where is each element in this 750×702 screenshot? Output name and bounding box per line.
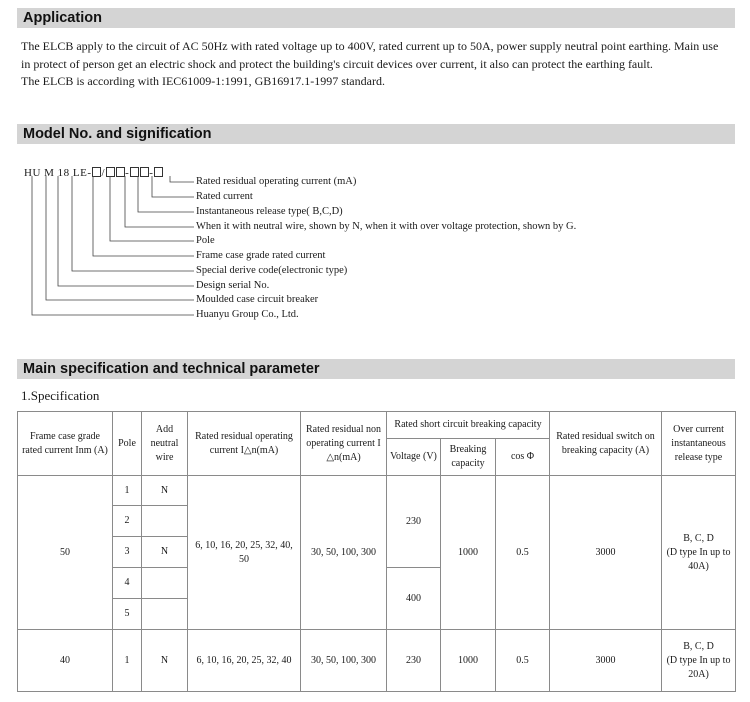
label-rated-current: Rated current <box>196 191 253 202</box>
cell-pole: 3 <box>113 537 142 568</box>
label-pole: Pole <box>196 235 215 246</box>
header-voltage: Voltage (V) <box>387 439 441 476</box>
code-slash: / <box>101 167 106 179</box>
release-note: (D type In up to 20A) <box>666 654 731 680</box>
cell-switch: 3000 <box>550 630 662 692</box>
cell-pole: 5 <box>113 599 142 630</box>
cell-residual-op: 6, 10, 16, 20, 25, 32, 40 <box>188 630 301 692</box>
cell-neutral: N <box>142 537 188 568</box>
header-residual-op: Rated residual operating current I△n(mA) <box>188 412 301 476</box>
header-cos: cos Φ <box>496 439 550 476</box>
code-type: M <box>44 167 55 179</box>
label-residual-current: Rated residual operating current (mA) <box>196 176 357 187</box>
cell-cos: 0.5 <box>496 630 550 692</box>
cell-neutral <box>142 506 188 537</box>
header-breaking: Breaking capacity <box>441 439 496 476</box>
cell-pole: 1 <box>113 630 142 692</box>
label-derive-code: Special derive code(electronic type) <box>196 265 348 276</box>
cell-pole: 2 <box>113 506 142 537</box>
model-heading: Model No. and signification <box>17 124 735 144</box>
release-note: (D type In up to 40A) <box>666 546 731 572</box>
label-neutral-wire: When it with neutral wire, shown by N, when it with over voltage protection, shown by G. <box>196 221 577 232</box>
spec-subheading: 1.Specification <box>21 388 100 403</box>
code-derive: LE- <box>72 167 92 179</box>
cell-voltage: 230 <box>387 476 441 568</box>
spec-heading: Main specification and technical parameter <box>17 359 735 379</box>
table-row <box>18 630 736 692</box>
cell-residual-non: 30, 50, 100, 300 <box>301 476 387 630</box>
cell-neutral: N <box>142 476 188 506</box>
cell-breaking: 1000 <box>441 476 496 630</box>
cell-pole: 1 <box>113 476 142 506</box>
cell-neutral <box>142 568 188 599</box>
release-types: B, C, D <box>683 532 714 544</box>
header-overcurrent: Over current instantaneous release type <box>662 412 736 476</box>
application-heading: Application <box>17 8 735 28</box>
release-types: B, C, D <box>683 640 714 652</box>
cell-voltage: 230 <box>387 630 441 692</box>
cell-residual-op: 6, 10, 16, 20, 25, 32, 40, 50 <box>188 476 301 630</box>
cell-voltage: 400 <box>387 568 441 630</box>
label-frame-current: Frame case grade rated current <box>196 250 326 261</box>
cell-cos: 0.5 <box>496 476 550 630</box>
table-row <box>18 476 736 506</box>
cell-neutral: N <box>142 630 188 692</box>
cell-switch: 3000 <box>550 476 662 630</box>
header-switch: Rated residual switch on breaking capacity (A) <box>550 412 662 476</box>
cell-neutral <box>142 599 188 630</box>
header-pole: Pole <box>113 412 142 476</box>
code-dash: - <box>149 167 154 179</box>
cell-frame-50: 50 <box>18 476 113 630</box>
label-release-type: Instantaneous release type( B,C,D) <box>196 206 343 217</box>
table-header-row <box>18 412 736 439</box>
code-brand: HU <box>24 167 41 179</box>
label-moulded-case: Moulded case circuit breaker <box>196 294 319 305</box>
application-line-3: The ELCB is according with IEC61009-1:1991, GB16917.1-1997 standard. <box>21 74 385 88</box>
label-company: Huanyu Group Co., Ltd. <box>196 309 299 320</box>
header-short-circuit: Rated short circuit breaking capacity <box>387 412 550 439</box>
cell-breaking: 1000 <box>441 630 496 692</box>
code-dash: - <box>125 167 130 179</box>
cell-release <box>662 630 736 692</box>
cell-frame-40: 40 <box>18 630 113 692</box>
cell-release <box>662 476 736 630</box>
header-frame: Frame case grade rated current Inm (A) <box>18 412 113 476</box>
model-connector-lines <box>0 0 750 340</box>
spec-table <box>17 411 736 692</box>
code-serial: 18 <box>57 167 70 179</box>
header-residual-non: Rated residual non operating current I △n(mA) <box>301 412 387 476</box>
application-line-2: in protect of person get an electric shock and protect the building's circuit devices over current, it also can protect the earthing fault. <box>21 56 653 71</box>
cell-pole: 4 <box>113 568 142 599</box>
header-neutral: Add neutral wire <box>142 412 188 476</box>
application-line-1: The ELCB apply to the circuit of AC 50Hz with rated voltage up to 400V, rated current up to 50A, power supply neutral point earthing. Main use <box>21 39 719 53</box>
label-design-serial: Design serial No. <box>196 280 270 291</box>
cell-residual-non: 30, 50, 100, 300 <box>301 630 387 692</box>
